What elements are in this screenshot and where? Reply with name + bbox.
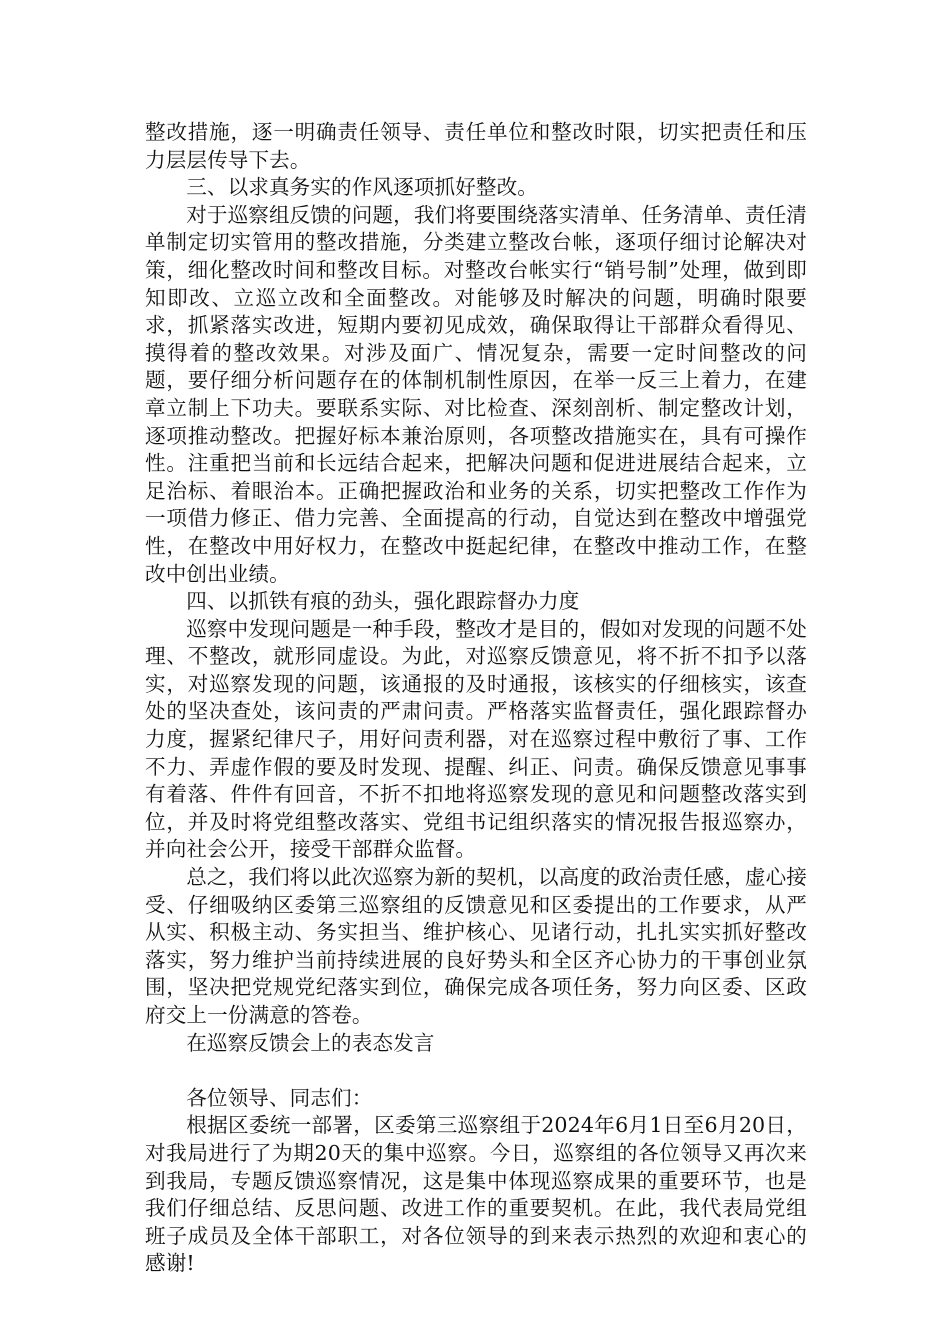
salutation: 各位领导、同志们： xyxy=(186,1085,373,1110)
section-heading-3: 三、以求真务实的作风逐项抓好整改。 xyxy=(186,175,538,200)
blank-line xyxy=(145,1057,807,1085)
paragraph-conclusion: 总之，我们将以此次巡察为新的契机，以高度的政治责任感，虚心接受、仔细吸纳区委第三巡察组的反馈意见和区委提出的工作要求，从严从实、积极主动、务实担当、维护核心、见诸行动，扎扎实实抓好整改落实，努力维护当前持续进展的良好势头和全区齐心协力的干事创业氛围，坚决把党规党纪落实到位，确保完成各项任务，努力向区委、区政府交上一份满意的答卷。 xyxy=(145,865,807,1027)
paragraph-continuation: 整改措施，逐一明确责任领导、责任单位和整改时限，切实把责任和压力层层传导下去。 xyxy=(145,120,807,172)
paragraph-opening: 根据区委统一部署，区委第三巡察组于2024年6月1日至6月20日，对我局进行了为期20天的集中巡察。今日，巡察组的各位领导又再次来到我局，专题反馈巡察情况，这是集中体现巡察成果的重要环节，也是我们仔细总结、反思问题、改进工作的重要契机。在此，我代表局党组班子成员及全体干部职工，对各位领导的到来表示热烈的欢迎和衷心的感谢! xyxy=(145,1113,807,1276)
section-heading-4: 四、以抓铁有痕的劲头，强化跟踪督办力度 xyxy=(186,589,580,614)
speech-title: 在巡察反馈会上的表态发言 xyxy=(186,1030,435,1055)
document-body xyxy=(145,119,807,1278)
paragraph-section-4: 巡察中发现问题是一种手段，整改才是目的，假如对发现的问题不处理、不整改，就形同虚设。为此，对巡察反馈意见，将不折不扣予以落实，对巡察发现的问题，该通报的及时通报，该核实的仔细核实，该查处的坚决查处，该问责的严肃问责。严格落实监督责任，强化跟踪督办力度，握紧纪律尺子，用好问责利器，对在巡察过程中敷衍了事、工作不力、弄虚作假的要及时发现、提醒、纠正、问责。确保反馈意见事事有着落、件件有回音，不折不扣地将巡察发现的意见和问题整改落实到位，并及时将党组整改落实、党组书记组织落实的情况报告报巡察办，并向社会公开，接受干部群众监督。 xyxy=(145,616,807,862)
paragraph-section-3: 对于巡察组反馈的问题，我们将要围绕落实清单、任务清单、责任清单制定切实管用的整改措施，分类建立整改台帐，逐项仔细讨论解决对策，细化整改时间和整改目标。对整改台帐实行“销号制”处理，做到即知即改、立巡立改和全面整改。对能够及时解决的问题，明确时限要求，抓紧落实改进，短期内要初见成效，确保取得让干部群众看得见、摸得着的整改效果。对涉及面广、情况复杂，需要一定时间整改的问题，要仔细分析问题存在的体制机制性原因，在举一反三上着力，在建章立制上下功夫。要联系实际、对比检查、深刻剖析、制定整改计划，逐项推动整改。把握好标本兼治原则，各项整改措施实在，具有可操作性。注重把当前和长远结合起来，把解决问题和促进进展结合起来，立足治标、着眼治本。正确把握政治和业务的关系，切实把整改工作作为一项借力修正、借力完善、全面提高的行动，自觉达到在整改中增强党性，在整改中用好权力，在整改中挺起纪律，在整改中推动工作，在整改中创出业绩。 xyxy=(145,202,807,586)
